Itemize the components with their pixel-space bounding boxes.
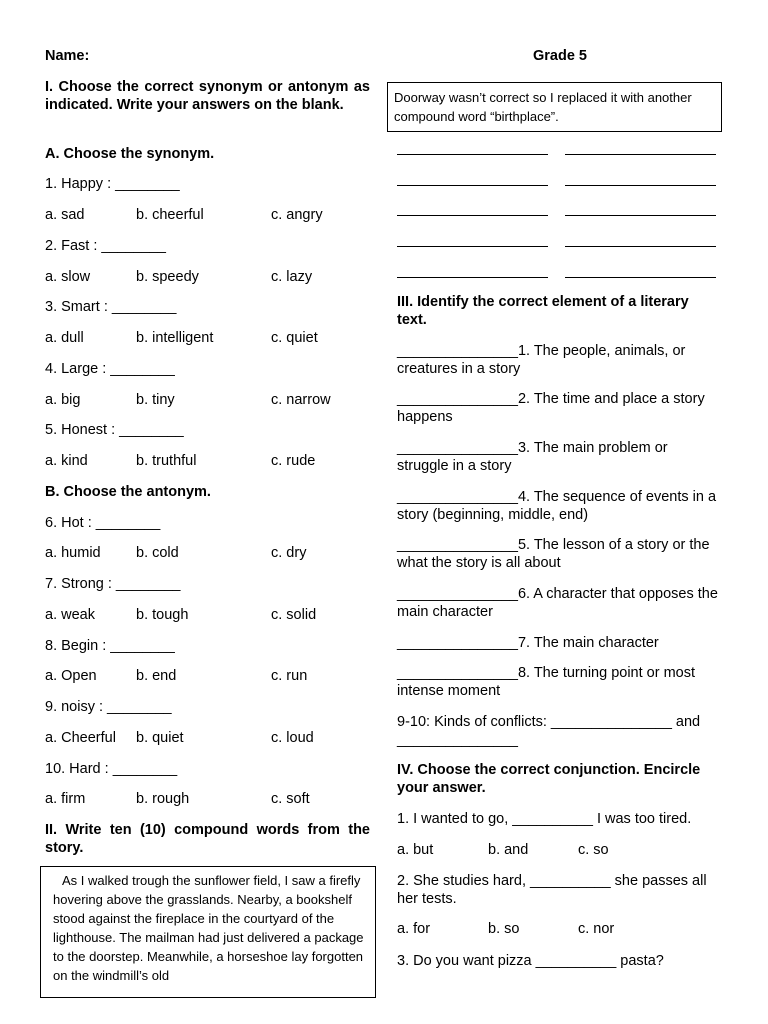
option-b: b. speedy	[136, 269, 199, 285]
question-text: 5. Honest : ________	[45, 422, 184, 438]
section-3-heading: III. Identify the correct element of a literary text.	[397, 294, 689, 328]
question-text: 4. Large : ________	[45, 361, 175, 377]
option-b: b. tiny	[136, 392, 175, 408]
option-a: a. kind	[45, 453, 88, 469]
option-a[interactable]: a. for	[397, 921, 431, 937]
list-item: _______________1. The people, animals, or creatures in a story	[397, 343, 686, 377]
option-b: b. cold	[136, 545, 179, 561]
option-b: b. intelligent	[136, 330, 214, 346]
section-4-heading: IV. Choose the correct conjunction. Encircle your answer.	[397, 762, 701, 796]
answer-line[interactable]	[565, 246, 716, 247]
section-1-heading: I. Choose the correct synonym or antonym as indicated. Write your answers on the blank.	[45, 79, 370, 113]
conjunction-question-2: 2. She studies hard, __________ she passes all her tests.	[397, 873, 707, 907]
answer-line[interactable]	[565, 277, 716, 278]
option-a: a. Open	[45, 668, 97, 684]
option-c: c. soft	[271, 791, 310, 807]
option-b: b. tough	[136, 607, 189, 623]
list-item: _______________6. A character that opposes the main character	[397, 586, 718, 620]
option-a: a. slow	[45, 269, 91, 285]
option-a: a. weak	[45, 607, 95, 623]
option-b: b. cheerful	[136, 207, 204, 223]
option-c: c. narrow	[271, 392, 331, 408]
answer-line[interactable]	[397, 277, 548, 278]
option-c: c. loud	[271, 730, 314, 746]
answer-line[interactable]	[397, 246, 548, 247]
option-c: c. run	[271, 668, 308, 684]
option-a: a. dull	[45, 330, 84, 346]
option-b: b. rough	[136, 791, 190, 807]
question-text: 6. Hot : ________	[45, 515, 161, 531]
answer-line[interactable]	[565, 215, 716, 216]
list-item: _______________3. The main problem or struggle in a story	[397, 440, 668, 474]
part-a-heading: A. Choose the synonym.	[45, 146, 215, 162]
option-b: b. end	[136, 668, 177, 684]
answer-line[interactable]	[397, 215, 548, 216]
answer-blank[interactable]: _______________	[397, 586, 518, 602]
teacher-note-text: Doorway wasn’t correct so I replaced it with another compound word “birthplace”.	[394, 90, 692, 124]
question-text: 2. Fast : ________	[45, 238, 166, 254]
list-item: _______________5. The lesson of a story or the what the story is all about	[397, 537, 710, 571]
question-text: 7. Strong : ________	[45, 576, 181, 592]
answer-blank[interactable]: _______________	[397, 489, 518, 505]
name-label: Name:	[45, 48, 90, 64]
option-c[interactable]: c. nor	[578, 921, 615, 937]
conjunction-question-3: 3. Do you want pizza __________ pasta?	[397, 953, 664, 969]
grade-label: Grade 5	[533, 48, 587, 64]
teacher-note-box	[387, 82, 722, 132]
list-item: _______________2. The time and place a story happens	[397, 391, 705, 425]
option-b: b. quiet	[136, 730, 184, 746]
option-b[interactable]: b. and	[488, 842, 529, 858]
conflicts-item: 9-10: Kinds of conflicts: _______________ and _______________	[397, 714, 701, 748]
answer-blank[interactable]: _______________	[397, 635, 518, 651]
option-c: c. rude	[271, 453, 316, 469]
option-c[interactable]: c. so	[578, 842, 609, 858]
part-b-heading: B. Choose the antonym.	[45, 484, 211, 500]
question-text: 8. Begin : ________	[45, 638, 175, 654]
option-c: c. dry	[271, 545, 307, 561]
story-box	[40, 866, 376, 998]
answer-line[interactable]	[565, 154, 716, 155]
option-b: b. truthful	[136, 453, 197, 469]
option-a: a. sad	[45, 207, 85, 223]
question-text: 1. Happy : ________	[45, 176, 180, 192]
answer-blank[interactable]: _______________	[397, 537, 518, 553]
list-item: _______________7. The main character	[397, 635, 659, 651]
list-item: _______________8. The turning point or most intense moment	[397, 665, 696, 699]
option-a[interactable]: a. but	[397, 842, 434, 858]
answer-blank[interactable]: _______________	[397, 665, 518, 681]
answer-line[interactable]	[397, 185, 548, 186]
story-text: As I walked trough the sunflower field, I saw a firefly hovering above the grasslands. Nearby, a bookshelf stood against the fireplace in the courtyard of the lighthouse. The mailman had just delivered a package to the doorstep. Meanwhile, a horseshoe lay forgotten on the windmill’s old	[53, 873, 364, 983]
answer-line[interactable]	[565, 185, 716, 186]
answer-blank[interactable]: _______________	[397, 391, 518, 407]
option-a: a. Cheerful	[45, 730, 116, 746]
option-a: a. firm	[45, 791, 86, 807]
answer-blank[interactable]: _______________	[397, 440, 518, 456]
answer-blank[interactable]: _______________	[397, 343, 518, 359]
conjunction-question-1: 1. I wanted to go, __________ I was too tired.	[397, 811, 692, 827]
question-text: 3. Smart : ________	[45, 299, 177, 315]
section-2-heading: II. Write ten (10) compound words from the story.	[45, 822, 370, 856]
question-text: 9. noisy : ________	[45, 699, 172, 715]
answer-line[interactable]	[397, 154, 548, 155]
option-c: c. solid	[271, 607, 317, 623]
option-c: c. lazy	[271, 269, 313, 285]
option-a: a. big	[45, 392, 81, 408]
option-a: a. humid	[45, 545, 101, 561]
option-c: c. quiet	[271, 330, 318, 346]
question-text: 10. Hard : ________	[45, 761, 178, 777]
option-c: c. angry	[271, 207, 323, 223]
option-b[interactable]: b. so	[488, 921, 520, 937]
list-item: _______________4. The sequence of events in a story (beginning, middle, end)	[397, 489, 717, 523]
